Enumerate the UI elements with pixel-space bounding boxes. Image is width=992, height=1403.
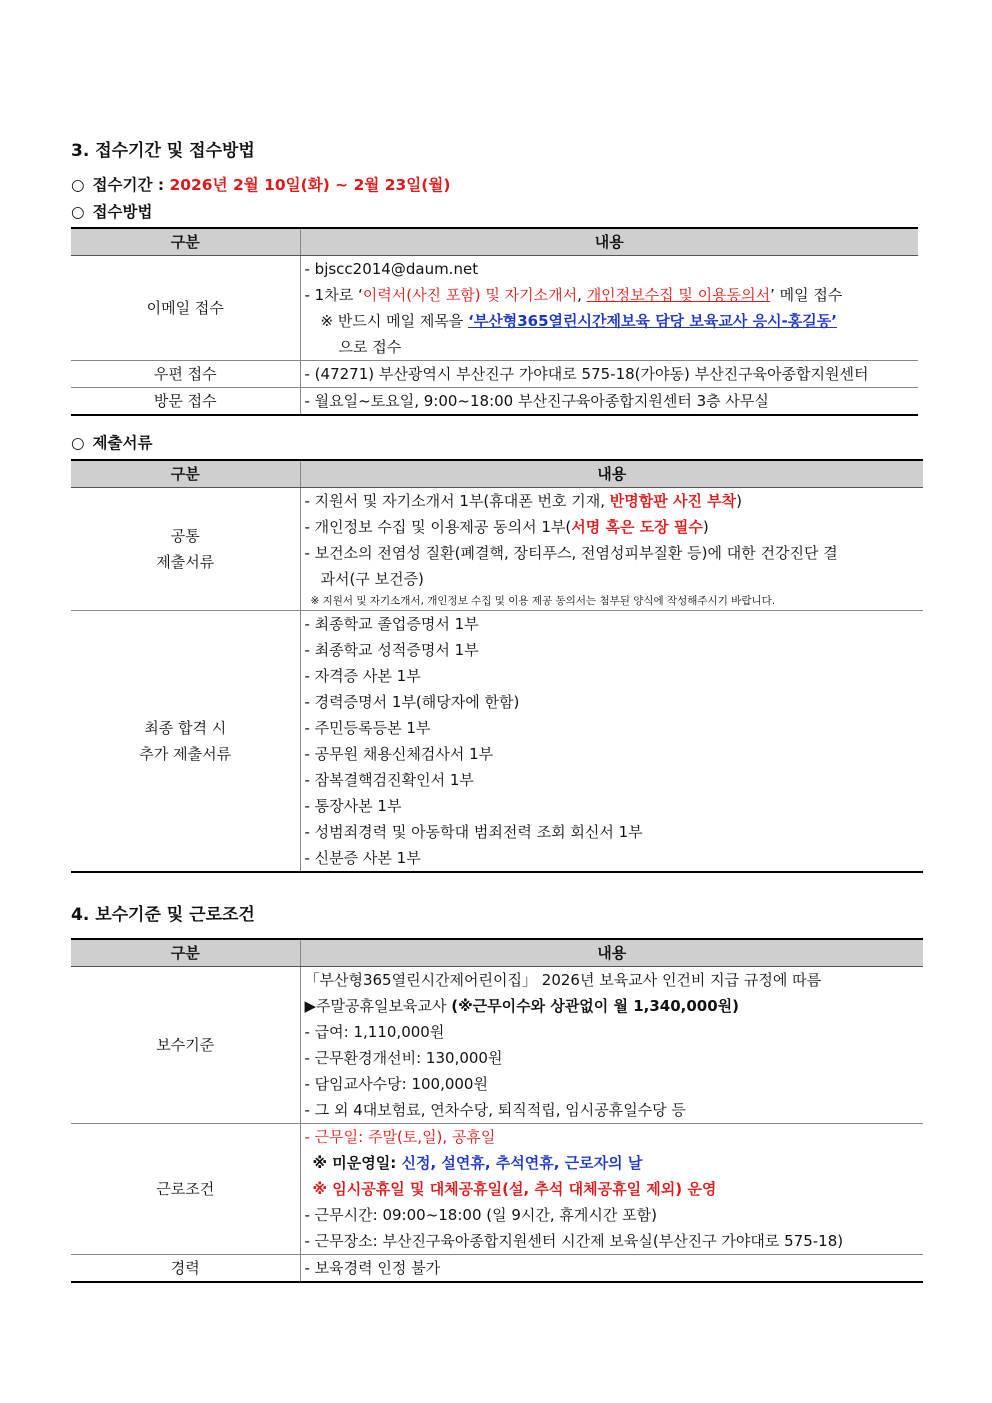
email-line4: 으로 접수	[338, 338, 402, 356]
work-place: - 근무장소: 부산진구육아종합지원센터 시간제 보육실(부산진구 가야대로 575-18)	[304, 1232, 844, 1250]
table-header-row	[71, 939, 923, 967]
documents-table	[71, 459, 923, 873]
header-content: 내용	[300, 460, 923, 488]
table-row-common	[71, 488, 923, 611]
header-content: 내용	[300, 939, 923, 967]
list-item: - 주민등록등본 1부	[304, 719, 431, 737]
list-item: - 보건소의 전염성 질환(폐결핵, 장티푸스, 전염성피부질환 등)에 대한 건강진단 결	[304, 544, 838, 562]
work-days: - 근무일: 주말(토,일), 공휴일	[304, 1128, 496, 1146]
table-row-work	[71, 1124, 923, 1255]
row-label-post: 우편 접수	[71, 361, 300, 388]
circle-bullet-icon: ○	[71, 203, 85, 221]
row-label-final	[71, 611, 300, 873]
email-line2-suffix: ’ 메일 접수	[770, 286, 843, 304]
closed-days-prefix: ※ 미운영일:	[312, 1154, 402, 1172]
table-header-row	[71, 228, 918, 256]
final-label-line2: 추가 제출서류	[139, 745, 232, 763]
period-value: 2026년 2월 10일(화) ~ 2월 23일(월)	[169, 176, 451, 194]
list-item: - 급여: 1,110,000원	[304, 1023, 445, 1041]
pay-regulation: 「부산형365열린시간제어린이집」 2026년 보육교사 인건비 지급 규정에 따름	[304, 971, 822, 989]
row-content-work	[300, 1124, 923, 1255]
pay-l2-prefix: ▶주말공휴일보육교사	[304, 997, 452, 1015]
row-content-final	[300, 611, 923, 873]
table-row-final	[71, 611, 923, 873]
row-label-pay: 보수기준	[71, 967, 300, 1124]
signature-requirement: 서명 혹은 도장 필수	[571, 518, 703, 536]
row-label-work: 근로조건	[71, 1124, 300, 1255]
row-content-pay	[300, 967, 923, 1124]
row-content-visit: - 월요일~토요일, 9:00~18:00 부산진구육아종합지원센터 3층 사무실	[300, 388, 918, 416]
documents-heading	[71, 431, 152, 453]
method-table	[71, 227, 918, 416]
list-item: - 공무원 채용신체검사서 1부	[304, 745, 494, 763]
list-item: - 통장사본 1부	[304, 797, 402, 815]
resume-text: 이력서(사진 포함) 및 자기소개서	[362, 286, 578, 304]
email-line3	[305, 308, 915, 334]
row-label-common	[71, 488, 300, 611]
list-item: - 신분증 사본 1부	[304, 849, 421, 867]
pay-conditions-table	[71, 938, 923, 1283]
method-heading	[71, 200, 152, 222]
common-l1-suffix: )	[736, 492, 743, 510]
circle-bullet-icon: ○	[71, 176, 85, 194]
table-row-visit	[71, 388, 918, 416]
table-row-career	[71, 1255, 923, 1283]
list-item: - 성범죄경력 및 아동학대 범죄전력 조회 회신서 1부	[304, 823, 643, 841]
closed-days-list: 신정, 설연휴, 추석연휴, 근로자의 날	[401, 1154, 643, 1172]
closed-days	[305, 1150, 920, 1176]
table-row-post	[71, 361, 918, 388]
email-line3-prefix: ※ 반드시 메일 제목을	[320, 312, 469, 330]
row-content-post: - (47271) 부산광역시 부산진구 가야대로 575-18(가야동) 부산진구육아종합지원센터	[300, 361, 918, 388]
section3-title: 3. 접수기간 및 접수방법	[71, 141, 255, 161]
header-category: 구분	[71, 228, 300, 256]
email-line2-sep: ,	[577, 286, 587, 304]
list-item: - 자격증 사본 1부	[304, 667, 421, 685]
table-header-row	[71, 460, 923, 488]
header-category: 구분	[71, 460, 300, 488]
common-label-line2: 제출서류	[156, 553, 215, 571]
reception-period	[71, 173, 450, 195]
section4-title: 4. 보수기준 및 근로조건	[71, 905, 255, 925]
list-item-continued: 과서(구 보건증)	[320, 570, 424, 588]
documents-note: ※ 지원서 및 자기소개서, 개인정보 수집 및 이용 제공 동의서는 첨부된 양식에 작성해주시기 바랍니다.	[310, 595, 776, 607]
list-item: - 경력증명서 1부(해당자에 한함)	[304, 693, 520, 711]
common-l1-prefix: - 지원서 및 자기소개서 1부(휴대폰 번호 기재,	[304, 492, 610, 510]
method-label: 접수방법	[92, 203, 153, 221]
list-item: - 근무환경개선비: 130,000원	[304, 1049, 503, 1067]
photo-requirement: 반명함판 사진 부착	[609, 492, 737, 510]
mail-subject-example: ‘부산형365열린시간제보육 담당 보육교사 응시-홍길동’	[468, 312, 837, 330]
table-row-email	[71, 256, 918, 361]
table-row-pay	[71, 967, 923, 1124]
row-content-common	[300, 488, 923, 611]
documents-label: 제출서류	[92, 434, 153, 452]
monthly-pay-note: (※근무이수와 상관없이 월 1,340,000원)	[451, 997, 740, 1015]
period-label: 접수기간 :	[92, 176, 165, 194]
list-item: - 담임교사수당: 100,000원	[304, 1075, 488, 1093]
holiday-operation: ※ 임시공휴일 및 대체공휴일(설, 추석 대체공휴일 제외) 운영	[312, 1180, 717, 1198]
row-content-email	[300, 256, 918, 361]
row-label-visit: 방문 접수	[71, 388, 300, 416]
row-label-email: 이메일 접수	[71, 256, 300, 361]
common-l2-suffix: )	[702, 518, 709, 536]
header-category: 구분	[71, 939, 300, 967]
work-hours: - 근무시간: 09:00~18:00 (일 9시간, 휴게시간 포함)	[304, 1206, 657, 1224]
header-content: 내용	[300, 228, 918, 256]
email-line2	[305, 282, 915, 308]
pay-weekend-teacher	[305, 993, 920, 1019]
row-content-career: - 보육경력 인정 불가	[300, 1255, 923, 1283]
list-item: - 최종학교 졸업증명서 1부	[304, 615, 479, 633]
common-label-line1: 공통	[170, 527, 200, 545]
circle-bullet-icon: ○	[71, 434, 85, 452]
email-line2-prefix: - 1차로 ‘	[304, 286, 363, 304]
list-item: - 잠복결핵검진확인서 1부	[304, 771, 474, 789]
final-label-line1: 최종 합격 시	[144, 719, 227, 737]
list-item: - 그 외 4대보험료, 연차수당, 퇴직적립, 임시공휴일수당 등	[304, 1101, 686, 1119]
list-item	[305, 514, 920, 540]
list-item	[305, 488, 920, 514]
common-l2-prefix: - 개인정보 수집 및 이용제공 동의서 1부(	[304, 518, 572, 536]
email-address: - bjscc2014@daum.net	[304, 260, 479, 278]
row-label-career: 경력	[71, 1255, 300, 1283]
list-item: - 최종학교 성적증명서 1부	[304, 641, 479, 659]
consent-form-text: 개인정보수집 및 이용동의서	[586, 286, 771, 304]
